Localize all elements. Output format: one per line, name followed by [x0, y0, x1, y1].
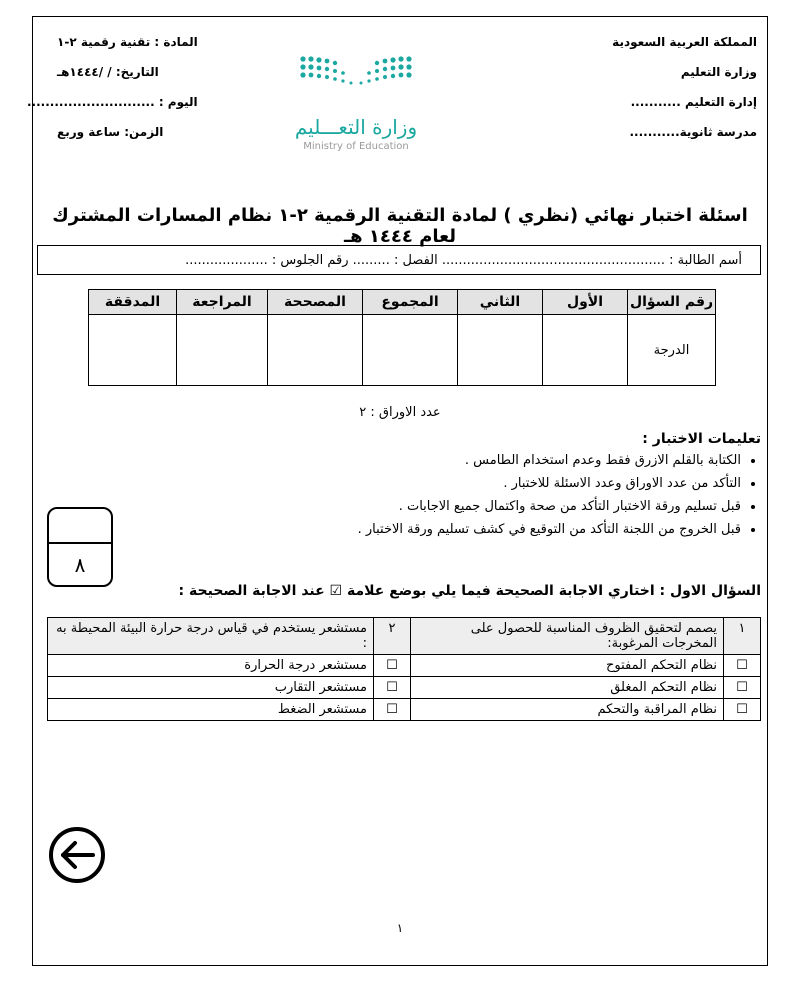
student-info-box [37, 245, 761, 275]
score-box-divider [49, 542, 111, 544]
exam-title: اسئلة اختبار نهائي (نظري ) لمادة التقنية الرقمية ٢-١ نظام المسارات المشترك لعام ١٤٤٤ هـ [52, 205, 748, 247]
question-number: ٢ [374, 618, 411, 655]
answer-checkbox[interactable]: ☐ [374, 677, 411, 699]
instruction-item: • الكتابة بالقلم الازرق فقط وعدم استخدام الطامس . [358, 449, 741, 472]
grade-header: المصححة [268, 290, 363, 315]
question1-option-row [48, 655, 761, 677]
answer-checkbox[interactable]: ☐ [374, 655, 411, 677]
answer-checkbox[interactable]: ☐ [374, 699, 411, 721]
kingdom-label: المملكة العربية السعودية [612, 35, 757, 49]
question-prompt: يصمم لتحقيق الظروف المناسبة للحصول على المخرجات المرغوبة: [411, 618, 724, 655]
answer-option: نظام التحكم المغلق [411, 677, 724, 699]
answer-checkbox[interactable]: ☐ [724, 655, 761, 677]
answer-checkbox[interactable]: ☐ [724, 677, 761, 699]
instructions-title: تعليمات الاختبار : [642, 431, 761, 447]
header-right [537, 35, 757, 151]
grade-table-row [89, 315, 716, 386]
instruction-item: • التأكد من عدد الاوراق وعدد الاسئلة للاختبار . [358, 472, 741, 495]
score-box-value: ٨ [74, 553, 86, 577]
grade-header: المراجعة [177, 290, 268, 315]
grade-cell[interactable] [268, 315, 363, 386]
header-left [27, 35, 247, 151]
question1-prompt-row [48, 618, 761, 655]
grade-header: المجموع [363, 290, 458, 315]
grade-cell[interactable] [543, 315, 628, 386]
answer-option: مستشعر التقارب [48, 677, 374, 699]
page-number: ١ [396, 921, 404, 935]
ministry-label: وزارة التعليم [680, 65, 757, 79]
grade-table-header [89, 290, 716, 315]
day-label: اليوم : ............................ [27, 95, 198, 109]
grade-cell[interactable] [177, 315, 268, 386]
grade-header: الأول [543, 290, 628, 315]
school-label: مدرسة ثانوية........... [629, 125, 757, 139]
student-info-text: أسم الطالبة : ...................................................... الفصل : ......... رقم الجلوس : .................... [185, 252, 742, 268]
instruction-item: • قبل تسليم ورقة الاختبار التأكد من صحة واكتمال جميع الاجابات . [358, 495, 741, 518]
question1-table [47, 617, 761, 721]
logo-arabic-text: وزارة التعـــليم [294, 115, 418, 139]
grade-row-label: الدرجة [628, 315, 716, 386]
date-label: التاريخ: / /١٤٤٤هـ [57, 65, 159, 79]
answer-option: نظام المراقبة والتحكم [411, 699, 724, 721]
question-number: ١ [724, 618, 761, 655]
education-admin-label: إدارة التعليم ........... [630, 95, 757, 109]
score-box [47, 507, 113, 587]
question1-option-row [48, 677, 761, 699]
pages-count: عدد الاوراق : ٢ [359, 405, 441, 420]
ministry-logo [281, 51, 431, 161]
arrow-left-icon[interactable] [45, 823, 109, 887]
answer-option: مستشعر درجة الحرارة [48, 655, 374, 677]
grade-cell[interactable] [458, 315, 543, 386]
question1-title: السؤال الاول : اختاري الاجابة الصحيحة فيما يلي بوضع علامة ☑ عند الاجابة الصحيحة : [178, 583, 761, 599]
duration-label: الزمن: ساعة وربع [57, 125, 164, 139]
subject-label: المادة : تقنية رقمية ٢-١ [57, 35, 198, 49]
answer-option: نظام التحكم المفتوح [411, 655, 724, 677]
answer-option: مستشعر الضغط [48, 699, 374, 721]
grade-header: الثاني [458, 290, 543, 315]
instructions-list [358, 449, 761, 541]
grade-header: رقم السؤال [628, 290, 716, 315]
exam-page [27, 16, 768, 966]
grade-cell[interactable] [363, 315, 458, 386]
question-prompt: مستشعر يستخدم في قياس درجة حرارة البيئة المحيطة به : [48, 618, 374, 655]
logo-dots-icon [281, 51, 431, 93]
logo-english-text: Ministry of Education [303, 141, 409, 152]
grade-table [88, 289, 716, 386]
grade-header: المدققة [89, 290, 177, 315]
question1-option-row [48, 699, 761, 721]
answer-checkbox[interactable]: ☐ [724, 699, 761, 721]
grade-cell[interactable] [89, 315, 177, 386]
instruction-item: • قبل الخروج من اللجنة التأكد من التوقيع في كشف تسليم ورقة الاختبار . [358, 518, 741, 541]
